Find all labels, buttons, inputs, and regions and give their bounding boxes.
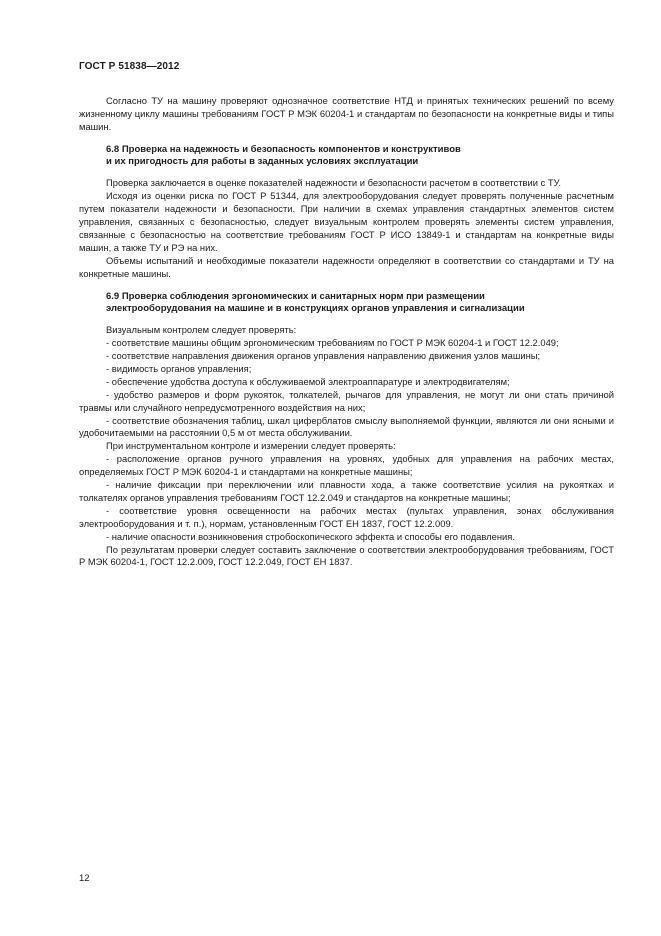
- document-body: [79, 95, 614, 569]
- list-item: - обеспечение удобства доступа к обслуживаемой электроаппаратуре и электродвигателям;: [106, 375, 510, 387]
- list-item: - удобство размеров и форм рукояток, толкателей, рычагов для управления, не могут ли они стать причиной травмы или случайного непредусмотренного воздействия на них;: [79, 388, 614, 413]
- section-heading: электрооборудования на машине и в конструкциях органов управления и сигнализации: [106, 302, 525, 314]
- section-heading: и их пригодность для работы в заданных условиях эксплуатации: [106, 156, 419, 168]
- paragraph: Объемы испытаний и необходимые показатели надежности определяют в соответствии со стандартами и ТУ на конкретные машины.: [79, 254, 614, 279]
- paragraph: Исходя из оценки риска по ГОСТ Р 51344, для электрооборудования следует проверять полученные расчетным путем показатели надежности и безопасности. При наличии в схемах управления стандартных элементов систем управления, связанных с безопасностью, следует визуальным контролем проверять элементы систем управления, связанные с безопасностью на соответствие требованиям ГОСТ Р ИСО 13849-1 и стандартам на конкретные виды машин, а также ТУ и РЭ на них.: [79, 190, 614, 253]
- paragraph: По результатам проверки следует составить заключение о соответствии электрооборудования требованиям, ГОСТ Р МЭК 60204-1, ГОСТ 12.2.009, ГОСТ 12.2.049, ГОСТ ЕН 1837.: [79, 543, 614, 568]
- paragraph: Проверка заключается в оценке показателей надежности и безопасности расчетом в соответствии с ТУ.: [106, 177, 561, 189]
- list-item: - соответствие направления движения органов управления направлению движения узлов машины;: [106, 349, 541, 361]
- list-item: - наличие опасности возникновения стробоскопического эффекта и способы его подавления.: [106, 530, 515, 542]
- section-heading: 6.9 Проверка соблюдения эргономических и санитарных норм при размещении: [106, 290, 485, 302]
- list-item: - соответствие машины общим эргономическим требованиям по ГОСТ Р МЭК 60204-1 и ГОСТ 12.2.049;: [106, 337, 559, 349]
- section-6-9: [79, 291, 614, 570]
- list-item: - видимость органов управления;: [106, 362, 252, 374]
- intro-paragraph: Согласно ТУ на машину проверяют однозначное соответствие НТД и принятых технических решений по всему жизненному циклу машины требованиям ГОСТ Р МЭК 60204-1 и стандартам по безопасности на конкретные виды и типы машин.: [79, 95, 614, 132]
- paragraph: Визуальным контролем следует проверять:: [106, 324, 297, 336]
- document-header: ГОСТ Р 51838—2012: [79, 61, 180, 72]
- list-item: - соответствие обозначения таблиц, шкал циферблатов смыслу выполняемой функции, являются ли они ясными и удобочитаемыми на расстоянии 0,5 м от места обслуживании.: [79, 414, 614, 439]
- section-heading: 6.8 Проверка на надежность и безопасность компонентов и конструктивов: [106, 143, 461, 155]
- list-item: - соответствие уровня освещенности на рабочих местах (пультах управления, зонах обслуживания электрооборудования и т. п.), нормам, установленным ГОСТ ЕН 1837, ГОСТ 12.2.009.: [79, 504, 614, 529]
- paragraph: При инструментальном контроле и измерении следует проверять:: [106, 440, 396, 452]
- list-item: - расположение органов ручного управления на уровнях, удобных для управления на рабочих местах, определяемых ГОСТ Р МЭК 60204-1 и стандартами на конкретные машины;: [79, 453, 614, 478]
- list-item: - наличие фиксации при переключении или плавности хода, а также соответствие усилия на рукоятках и толкателях органов управления требованиям ГОСТ 12.2.049 и стандартов на конкретные машины;: [79, 479, 614, 503]
- page-number: 12: [79, 873, 90, 884]
- section-6-8: [79, 144, 614, 281]
